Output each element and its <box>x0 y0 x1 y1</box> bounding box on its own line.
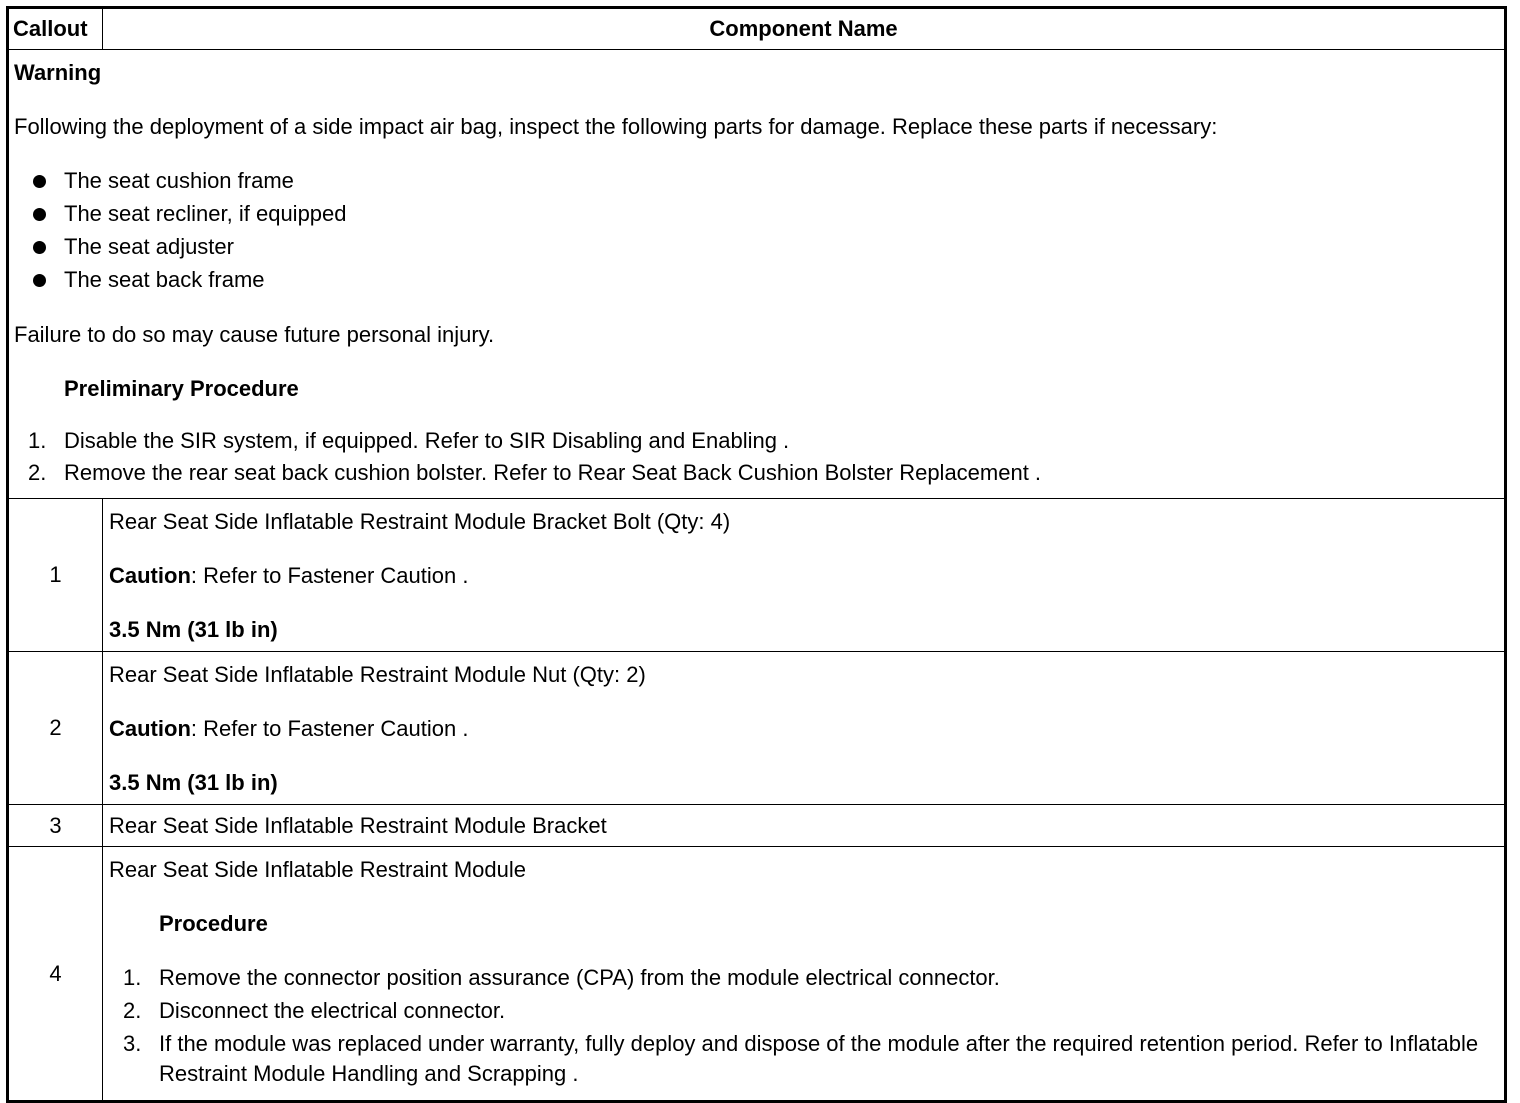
step-text: Remove the connector position assurance (CPA) from the module electrical connector. <box>159 965 1000 990</box>
step-text: If the module was replaced under warranty, fully deploy and dispose of the module after the required retention period. Refer to Inflatable Restraint Module Handling and Scrapping . <box>159 1031 1479 1086</box>
torque-spec: 3.5 Nm (31 lb in) <box>109 770 278 795</box>
caution-text: : Refer to Fastener Caution . <box>190 716 469 741</box>
table-header-row <box>8 8 1506 50</box>
caution-label: Caution <box>109 716 191 741</box>
warning-bullet-list <box>14 168 1500 300</box>
step-number: 1. <box>28 428 47 453</box>
table-row <box>8 805 1506 847</box>
step-text: Remove the rear seat back cushion bolster. Refer to Rear Seat Back Cushion Bolster Replacement . <box>64 460 1042 485</box>
step-number: 2. <box>123 998 142 1023</box>
warning-cell <box>8 50 1506 499</box>
description-cell <box>103 847 1506 1102</box>
step-number: 2. <box>28 460 47 485</box>
preliminary-procedure-title: Preliminary Procedure <box>64 376 299 401</box>
header-callout: Callout <box>8 8 103 50</box>
component-name: Rear Seat Side Inflatable Restraint Module Nut (Qty: 2) <box>109 662 646 687</box>
step-text: Disable the SIR system, if equipped. Refer to SIR Disabling and Enabling . <box>64 428 790 453</box>
table-row <box>8 499 1506 652</box>
warning-intro: Following the deployment of a side impact air bag, inspect the following parts for damage. Replace these parts if necessary: <box>14 114 1218 139</box>
component-name: Rear Seat Side Inflatable Restraint Module Bracket Bolt (Qty: 4) <box>109 509 731 534</box>
caution-line <box>109 716 1500 742</box>
component-name: Rear Seat Side Inflatable Restraint Module Bracket <box>109 812 607 838</box>
table-row <box>8 847 1506 1102</box>
list-item: The seat recliner, if equipped <box>14 201 1500 234</box>
component-table <box>6 6 1507 1103</box>
table-row <box>8 652 1506 805</box>
callout-cell: 4 <box>8 847 103 1102</box>
header-component-name: Component Name <box>103 8 1506 50</box>
caution-text: : Refer to Fastener Caution . <box>190 563 469 588</box>
warning-failure: Failure to do so may cause future personal injury. <box>14 322 495 347</box>
callout-cell: 3 <box>8 805 103 847</box>
step-text: Disconnect the electrical connector. <box>159 998 506 1023</box>
procedure-steps <box>109 963 1500 1089</box>
warning-title: Warning <box>14 60 102 85</box>
description-cell <box>103 805 1506 847</box>
description-cell <box>103 652 1506 805</box>
list-item: The seat adjuster <box>14 234 1500 267</box>
caution-label: Caution <box>109 563 191 588</box>
list-item: The seat back frame <box>14 267 1500 300</box>
list-item: The seat cushion frame <box>14 168 1500 201</box>
warning-row <box>8 50 1506 499</box>
procedure-title: Procedure <box>159 911 268 936</box>
callout-cell: 1 <box>8 499 103 652</box>
callout-cell: 2 <box>8 652 103 805</box>
step-number: 1. <box>123 965 142 990</box>
list-item <box>109 963 1500 993</box>
list-item <box>109 996 1500 1026</box>
list-item <box>109 1029 1500 1089</box>
preliminary-steps <box>14 428 1500 486</box>
torque-spec: 3.5 Nm (31 lb in) <box>109 617 278 642</box>
list-item <box>14 460 1500 486</box>
component-name: Rear Seat Side Inflatable Restraint Module <box>109 857 527 882</box>
description-cell <box>103 499 1506 652</box>
step-number: 3. <box>123 1031 142 1056</box>
list-item <box>14 428 1500 454</box>
caution-line <box>109 563 1500 589</box>
